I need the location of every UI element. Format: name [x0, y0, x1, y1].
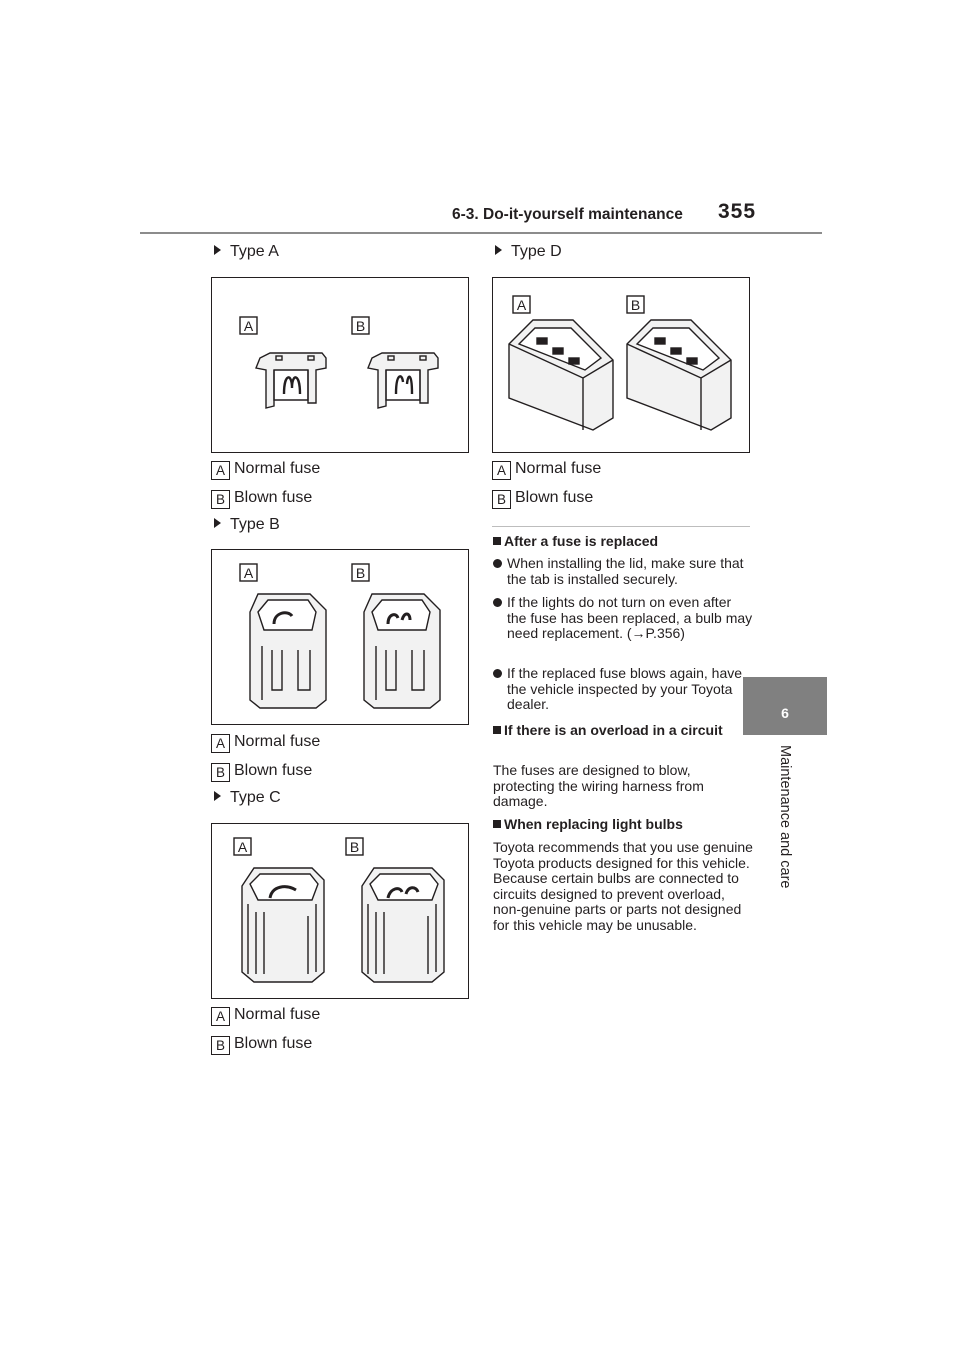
- triangle-bullet-icon: [214, 245, 221, 255]
- type-d-heading: Type D: [495, 243, 562, 261]
- figure-label-b: B: [630, 297, 641, 313]
- figure-label-a: A: [243, 565, 254, 581]
- figure-label-b: B: [355, 318, 366, 334]
- chapter-number: 6: [781, 705, 789, 721]
- bullet-item: When installing the lid, make sure that the tab is installed securely.: [493, 556, 753, 587]
- type-d-figure: [492, 277, 750, 453]
- cartridge-fuse-illustration: [212, 824, 468, 998]
- square-bullet-icon: [493, 820, 501, 828]
- bullet-item: If the replaced fuse blows again, have the vehicle inspected by your Toyota dealer.: [493, 666, 753, 713]
- circle-bullet-icon: [493, 559, 502, 568]
- section-title: 6-3. Do-it-yourself maintenance: [452, 206, 683, 223]
- box-fuse-illustration: [493, 278, 749, 452]
- circle-bullet-icon: [493, 598, 502, 607]
- figure-label-b: B: [349, 839, 360, 855]
- type-c-figure: [211, 823, 469, 999]
- type-a-heading: Type A: [214, 243, 279, 261]
- type-b-heading: Type B: [214, 516, 280, 534]
- blade-fuse-illustration: [212, 278, 468, 452]
- after-replaced-heading: After a fuse is replaced: [493, 533, 753, 550]
- light-bulbs-text-2: Because certain bulbs are connected to circuits designed to prevent overload, non-genuine parts or parts not designed for this vehicle may be unusable.: [493, 870, 742, 933]
- type-c-heading: Type C: [214, 789, 281, 807]
- triangle-bullet-icon: [214, 791, 221, 801]
- chapter-tab: [743, 677, 827, 735]
- type-a-figure: [211, 277, 469, 453]
- type-a-legend-blown: B Blown fuse: [211, 488, 312, 508]
- type-b-legend-blown: B Blown fuse: [211, 761, 312, 781]
- type-d-legend-blown: B Blown fuse: [492, 488, 593, 508]
- header-divider: [140, 232, 822, 234]
- figure-label-b: B: [355, 565, 366, 581]
- type-c-legend-blown: B Blown fuse: [211, 1034, 312, 1054]
- triangle-bullet-icon: [214, 518, 221, 528]
- triangle-bullet-icon: [495, 245, 502, 255]
- figure-label-a: A: [516, 297, 527, 313]
- type-b-figure: [211, 549, 469, 725]
- type-a-legend-normal: A Normal fuse: [211, 459, 320, 479]
- bullet-item: If the lights do not turn on even after the fuse has been replaced, a bulb may need replacement. (→P.356): [493, 595, 753, 642]
- page-number: 355: [718, 200, 757, 223]
- light-bulbs-text: [493, 840, 755, 933]
- circle-bullet-icon: [493, 669, 502, 678]
- square-bullet-icon: [493, 726, 501, 734]
- cartridge-fuse-illustration: [212, 550, 468, 724]
- type-b-legend-normal: A Normal fuse: [211, 732, 320, 752]
- overload-heading: If there is an overload in a circuit: [493, 722, 753, 739]
- notes-divider: [492, 526, 750, 527]
- figure-label-a: A: [243, 318, 254, 334]
- square-bullet-icon: [493, 537, 501, 545]
- overload-text: The fuses are designed to blow, protecting the wiring harness from damage.: [493, 762, 704, 809]
- type-d-legend-normal: A Normal fuse: [492, 459, 601, 479]
- figure-label-a: A: [237, 839, 248, 855]
- type-c-legend-normal: A Normal fuse: [211, 1005, 320, 1025]
- chapter-title: Maintenance and care: [777, 745, 793, 889]
- light-bulbs-heading: When replacing light bulbs: [493, 816, 753, 833]
- light-bulbs-text-1: Toyota recommends that you use genuine Toyota products designed for this vehicle.: [493, 839, 753, 871]
